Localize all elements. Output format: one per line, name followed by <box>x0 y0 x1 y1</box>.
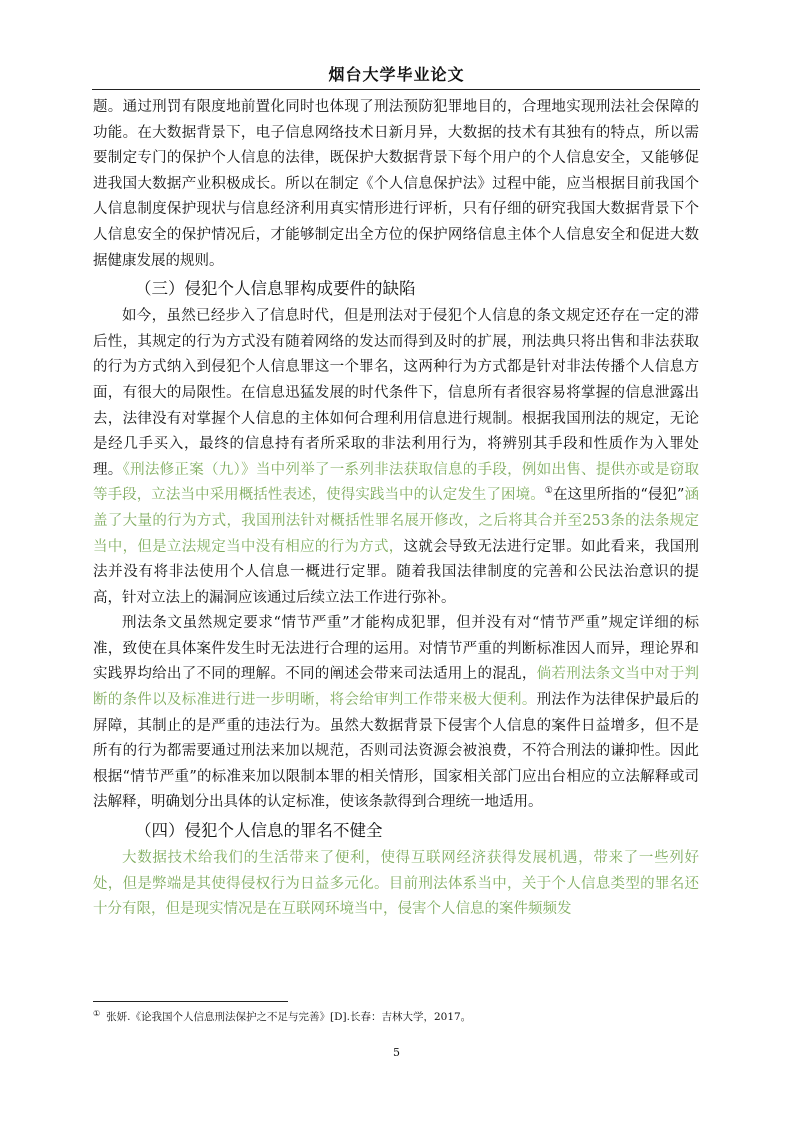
paragraph-incomplete-charges: 大数据技术给我们的生活带来了便利，使得互联网经济获得发展机遇，带来了一些列好处，但是弊端是其使得侵权行为日益多元化。目前刑法体系当中，关于个人信息类型的罪名还十分有限，但是现实情况是在互联网环境当中，侵害个人信息的案件频频发 <box>93 850 699 918</box>
body-text <box>93 95 699 923</box>
paragraph-text: 这就会导致无法进行定罪。如此看来，我国刑法并没有将非法使用个人信息一概进行定罪。随着我国法律制度的完善和公民法治意识的提高，针对立法上的漏洞应该通过后续立法工作进行弥补。 <box>93 538 700 606</box>
header-rule <box>92 89 700 90</box>
paragraph-continued: 题。通过刑罚有限度地前置化同时也体现了刑法预防犯罪地目的，合理地实现刑法社会保障的功能。在大数据背景下，电子信息网络技术日新月异，大数据的技术有其独有的特点，所以需要制定专门的保护个人信息的法律，既保护大数据背景下每个用户的个人信息安全，又能够促进我国大数据产业积极成长。所以在制定《个人信息保护法》过程中能，应当根据目前我国个人信息制度保护现状与信息经济利用真实情形进行评析，只有仔细的研究我国大数据背景下个人信息安全的保护情况后，才能够制定出全方位的保护网络信息主体个人信息安全和促进大数据健康发展的规则。 <box>93 99 699 269</box>
footnote-rule <box>93 1001 288 1002</box>
footnote-text: 张妍.《论我国个人信息刑法保护之不足与完善》[D].长春：吉林大学，2017。 <box>106 1011 472 1023</box>
paragraph-elements-defect <box>93 304 699 611</box>
paragraph-text: 刑法条文虽然规定要求“情节严重”才能构成犯罪，但并没有对“情节严重”规定详细的标准，致使在具体案件发生时无法进行合理的运用。对情节严重的判断标准因人而异，理论界和实践界均给出了不同的理解。不同的阐述会带来司法适用上的混乱， <box>93 615 699 683</box>
running-header-title: 烟台大学毕业论文 <box>328 65 465 84</box>
highlighted-text: 涵盖了大量的行为方式，我国刑法针对概括性罪名展开修改，之后将其合并至253条的法条规定当中，但是立法规定当中没有相应的行为方式， <box>93 487 700 555</box>
footnote-mark: ① <box>93 1008 101 1018</box>
section-heading-4: （四）侵犯个人信息的罪名不健全 <box>135 821 383 841</box>
page-number: 5 <box>393 1046 400 1059</box>
highlighted-text: 《刑法修正案（九）》当中列举了一系列非法获取信息的手段，例如出售、提供亦或是窃取等手段，立法当中采用概括性表述，使得实践当中的认定发生了困境。 <box>93 461 699 504</box>
footnote-reference[interactable]: ① <box>544 486 553 497</box>
paragraph-text: 如今，虽然已经步入了信息时代，但是刑法对于侵犯个人信息的条文规定还存在一定的滞后性，其规定的行为方式没有随着网络的发达而得到及时的扩展，刑法典只将出售和非法获取的行为方式纳入到侵犯个人信息罪这一个罪名，这两种行为方式都是针对非法传播个人信息方面，有很大的局限性。在信息迅猛发展的时代条件下，信息所有者很容易将掌握的信息泄露出去，法律没有对掌握个人信息的主体如何合理利用信息进行规制。根据我国刑法的规定，无论是经几手买入，最终的信息持有者所采取的非法利用行为，将辨别其手段和性质作为入罪处理。 <box>93 308 699 478</box>
highlighted-text: 倘若刑法条文当中对于判断的条件以及标准进行进一步明晰，将会给审判工作带来极大便利。 <box>93 666 699 709</box>
paragraph-text: 刑法作为法律保护最后的屏障，其制止的是严重的违法行为。虽然大数据背景下侵害个人信息的案件日益增多，但不是所有的行为都需要通过刑法来加以规范，否则司法资源会被浪费，不符合刑法的谦抑性。因此根据“情节严重”的标准来加以限制本罪的相关情形，国家相关部门应出台相应的立法解释或司法解释，明确划分出具体的认定标准，使该条款得到合理统一地适用。 <box>93 692 699 811</box>
footnote <box>93 1010 699 1024</box>
paragraph-text: 在这里所指的“侵犯” <box>552 487 685 504</box>
section-heading-3: （三）侵犯个人信息罪构成要件的缺陷 <box>135 279 416 299</box>
paragraph-serious-circumstances <box>93 611 699 816</box>
